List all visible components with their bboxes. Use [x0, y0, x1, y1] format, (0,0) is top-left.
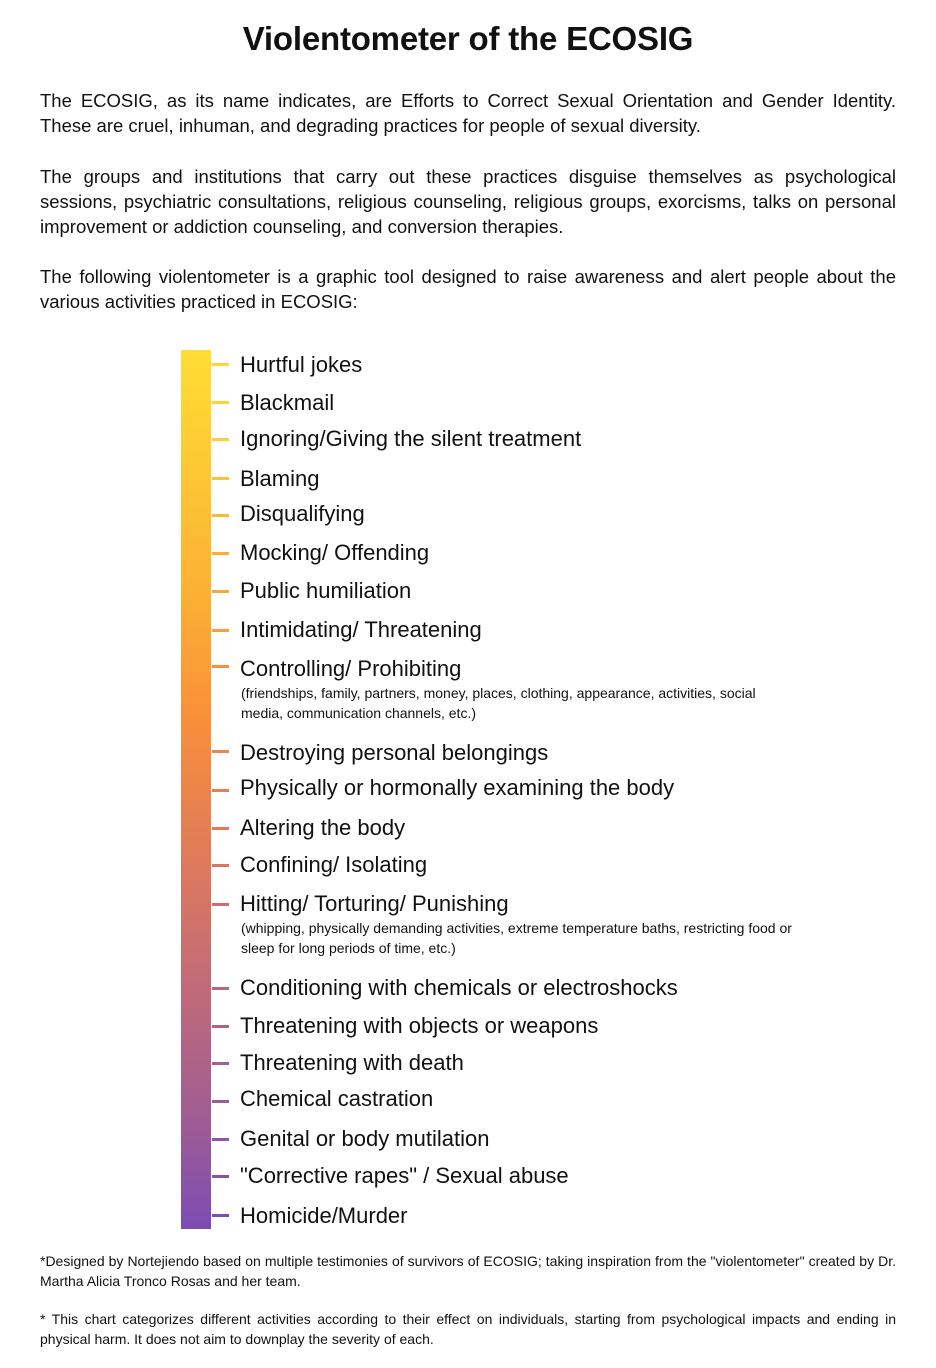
meter-item-label: Physically or hormonally examining the body [240, 775, 675, 800]
meter-tick [212, 1214, 229, 1217]
meter-item-label: "Corrective rapes" / Sexual abuse [240, 1163, 569, 1188]
meter-item-label: Hitting/ Torturing/ Punishing [240, 891, 509, 916]
meter-item-label: Threatening with death [240, 1050, 464, 1075]
meter-item-label: Ignoring/Giving the silent treatment [240, 426, 582, 451]
meter-tick [212, 629, 229, 632]
violentometer-gradient-bar [181, 350, 211, 1229]
meter-item-label: Blackmail [240, 390, 335, 415]
meter-item-label: Public humiliation [240, 578, 412, 603]
meter-tick [212, 903, 229, 906]
meter-item-label: Destroying personal belongings [240, 740, 549, 765]
meter-tick [212, 1138, 229, 1141]
meter-item-label: Conditioning with chemicals or electroshocks [240, 975, 678, 1000]
footnote-disclaimer: * This chart categorizes different activities according to their effect on individuals, starting from psychological impacts and ending in physical harm. It does not aim to downplay the severity of each. [40, 1311, 896, 1347]
intro-paragraph-disguises: The groups and institutions that carry out these practices disguise themselves as psychological sessions, psychiatric consultations, religious counseling, religious groups, exorcisms, talks on personal improvement or addiction counseling, and conversion therapies. [40, 166, 896, 237]
meter-item-label: Homicide/Murder [240, 1203, 408, 1228]
meter-tick [212, 1175, 229, 1178]
meter-tick [212, 1062, 229, 1065]
meter-item-label: Disqualifying [240, 501, 365, 526]
meter-item-label: Intimidating/ Threatening [240, 617, 482, 642]
meter-tick [212, 438, 229, 441]
meter-item-detail: (friendships, family, partners, money, places, clothing, appearance, activities, social media, communication channels, etc.) [241, 685, 756, 721]
meter-item-label: Altering the body [240, 815, 406, 840]
meter-item-label: Chemical castration [240, 1086, 434, 1111]
meter-tick [212, 514, 229, 517]
meter-item-detail: (whipping, physically demanding activities, extreme temperature baths, restricting food or sleep for long periods of time, etc.) [241, 920, 792, 956]
intro-paragraph-definition: The ECOSIG, as its name indicates, are Efforts to Correct Sexual Orientation and Gender Identity. These are cruel, inhuman, and degrading practices for people of sexual diversity. [40, 90, 896, 136]
meter-item-label: Confining/ Isolating [240, 852, 428, 877]
meter-tick [212, 590, 229, 593]
meter-tick [212, 552, 229, 555]
footnote-credits: *Designed by Nortejiendo based on multiple testimonies of survivors of ECOSIG; taking inspiration from the "violentometer" created by Dr. Martha Alicia Tronco Rosas and her team. [40, 1253, 896, 1289]
meter-tick [212, 789, 229, 792]
meter-tick [212, 864, 229, 867]
meter-tick [212, 750, 229, 753]
meter-tick [212, 665, 229, 668]
page-title: Violentometer of the ECOSIG [242, 20, 694, 57]
meter-item-label: Threatening with objects or weapons [240, 1013, 599, 1038]
meter-item-label: Genital or body mutilation [240, 1126, 490, 1151]
meter-tick [212, 363, 229, 366]
meter-tick [212, 1025, 229, 1028]
meter-tick [212, 401, 229, 404]
meter-tick [212, 827, 229, 830]
meter-tick [212, 477, 229, 480]
meter-item-label: Controlling/ Prohibiting [240, 656, 462, 681]
intro-paragraph-purpose: The following violentometer is a graphic tool designed to raise awareness and alert people about the various activities practiced in ECOSIG: [40, 266, 896, 312]
meter-tick [212, 987, 229, 990]
meter-tick [212, 1100, 229, 1103]
meter-item-label: Blaming [240, 466, 320, 491]
meter-item-label: Hurtful jokes [240, 352, 363, 377]
meter-item-label: Mocking/ Offending [240, 540, 430, 565]
